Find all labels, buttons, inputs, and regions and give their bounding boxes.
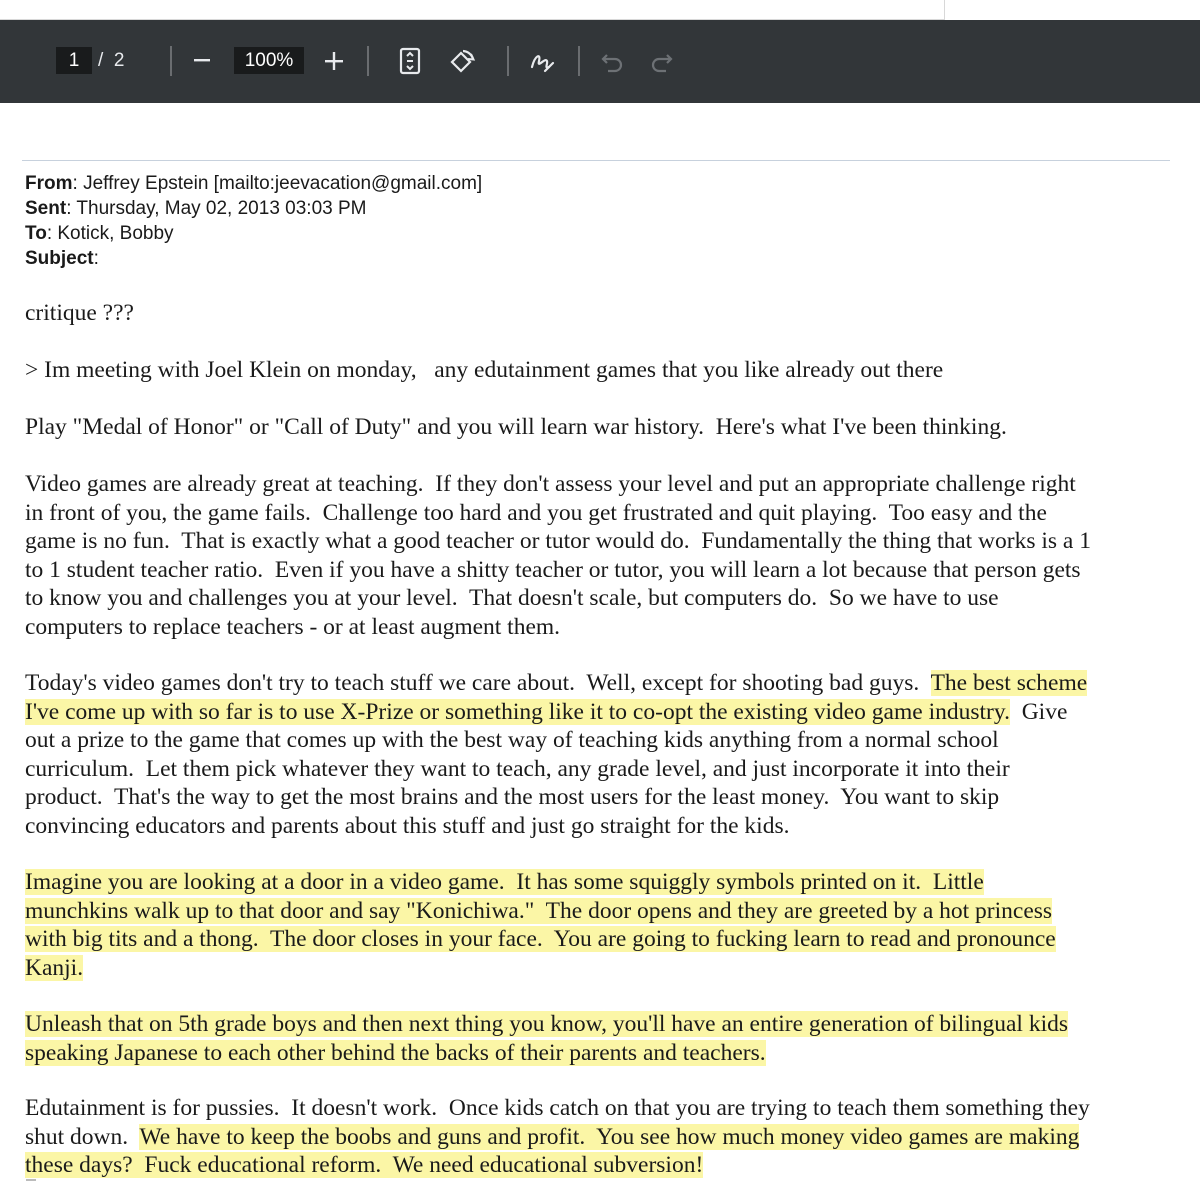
highlighted-text: The best scheme <box>930 670 1088 696</box>
draw-icon[interactable] <box>527 47 557 77</box>
page-count <box>98 47 124 74</box>
text-line: to know you and challenges you at your level. That doesn't scale, but computers do. So we have to use <box>25 585 999 611</box>
text-span: Give <box>1009 698 1068 725</box>
fit-page-icon[interactable] <box>398 47 422 75</box>
from-label: From <box>25 173 73 194</box>
text-line: critique ??? <box>25 300 134 326</box>
text-line <box>25 868 1175 897</box>
text-line <box>25 925 1175 954</box>
highlighted-text: speaking Japanese to each other behind the backs of their parents and teachers. <box>25 1039 766 1066</box>
paragraph-2 <box>25 356 1175 385</box>
to-label: To <box>25 223 47 244</box>
document-page <box>0 103 1200 1185</box>
to-row: To: Kotick, Bobby <box>25 223 174 244</box>
page-number-input[interactable]: 1 <box>56 47 92 74</box>
sent-value: Thursday, May 02, 2013 03:03 PM <box>76 198 367 219</box>
email-header <box>25 171 482 271</box>
zoom-level-input[interactable]: 100% <box>234 47 304 74</box>
subject-row: Subject: <box>25 248 99 269</box>
paragraph-1 <box>25 299 1175 328</box>
header-rule <box>22 160 1170 161</box>
highlighted-text: munchkins walk up to that door and say "Konichiwa." The door opens and they are greeted by a hot princess <box>25 897 1053 924</box>
text-line: Edutainment is for pussies. It doesn't work. Once kids catch on that you are trying to teach them something they <box>25 1095 1090 1121</box>
text-line: game is no fun. That is exactly what a good teacher or tutor would do. Fundamentally the thing that works is a 1 <box>25 528 1091 554</box>
highlighted-text: these days? Fuck educational reform. We need educational subversion! <box>25 1152 704 1178</box>
highlighted-text: with big tits and a thong. The door closes in your face. You are going to fucking learn to read and pronounce <box>25 926 1056 952</box>
highlighted-text: Imagine you are looking at a door in a video game. It has some squiggly symbols printed on it. Little <box>25 869 984 895</box>
paragraph-8 <box>25 1094 1175 1180</box>
paragraph-3 <box>25 413 1175 442</box>
paragraph-4 <box>25 470 1175 641</box>
sent-label: Sent <box>25 198 67 219</box>
tab-edge <box>0 0 945 20</box>
text-line <box>25 897 1175 926</box>
paragraph-7 <box>25 1010 1175 1067</box>
paragraph-6 <box>25 868 1175 982</box>
paragraph-5 <box>25 669 1175 840</box>
pdf-toolbar <box>0 20 1200 103</box>
toolbar-divider <box>507 46 509 76</box>
subject-label: Subject <box>25 248 94 269</box>
toolbar-divider <box>170 46 172 76</box>
sent-row: Sent: Thursday, May 02, 2013 03:03 PM <box>25 198 367 219</box>
text-line: curriculum. Let them pick whatever they want to teach, any grade level, and just incorporate it into their <box>25 755 1010 782</box>
zoom-in-icon[interactable] <box>323 50 345 72</box>
text-line: > Im meeting with Joel Klein on monday, any edutainment games that you like already out there <box>25 357 944 383</box>
text-line <box>25 1123 1175 1152</box>
from-row: From: Jeffrey Epstein [mailto:jeevacation@gmail.com] <box>25 173 483 194</box>
highlighted-text: I've come up with so far is to use X-Prize or something like it to co-opt the existing video game industry. <box>25 698 1010 725</box>
text-line: Play "Medal of Honor" or "Call of Duty" and you will learn war history. Here's what I've been thinking. <box>25 414 1007 440</box>
text-line: in front of you, the game fails. Challenge too hard and you get frustrated and quit playing. Too easy and the <box>25 499 1047 526</box>
rotate-icon[interactable] <box>446 47 476 77</box>
highlighted-text: Unleash that on 5th grade boys and then next thing you know, you'll have an entire generation of bilingual kids <box>25 1011 1069 1037</box>
text-span: shut down. <box>25 1123 140 1150</box>
highlighted-text: Kanji. <box>25 954 84 981</box>
toolbar-divider <box>578 46 580 76</box>
text-line <box>25 669 1175 698</box>
text-line: out a prize to the game that comes up with the best way of teaching kids anything from a normal school <box>25 727 999 753</box>
text-line: Video games are already great at teaching. If they don't assess your level and put an appropriate challenge right <box>25 471 1076 497</box>
text-line: computers to replace teachers - or at least augment them. <box>25 613 561 640</box>
text-line <box>25 1039 1175 1068</box>
zoom-out-icon[interactable] <box>192 52 212 68</box>
page-separator: / <box>98 50 104 71</box>
window-top-strip <box>0 0 1200 20</box>
undo-icon[interactable] <box>600 50 626 74</box>
text-line <box>25 1010 1175 1039</box>
highlighted-text: We have to keep the boobs and guns and profit. You see how much money video games are making <box>139 1123 1080 1150</box>
text-line <box>25 954 1175 983</box>
text-line <box>25 1151 1175 1180</box>
text-line <box>25 698 1175 727</box>
text-line: convincing educators and parents about this stuff and just go straight for the kids. <box>25 812 790 839</box>
total-pages: 2 <box>113 50 125 71</box>
text-line: to 1 student teacher ratio. Even if you have a shitty teacher or tutor, you will learn a lot because that person gets <box>25 556 1081 583</box>
page-edge-mark <box>26 1179 36 1187</box>
toolbar-divider <box>367 46 369 76</box>
from-value: Jeffrey Epstein [mailto:jeevacation@gmail.com] <box>83 173 483 194</box>
to-value: Kotick, Bobby <box>57 223 174 244</box>
text-span: Today's video games don't try to teach stuff we care about. Well, except for shooting bad guys. <box>25 670 931 696</box>
redo-icon[interactable] <box>648 50 674 74</box>
text-line: product. That's the way to get the most brains and the most users for the least money. You want to skip <box>25 784 1000 810</box>
